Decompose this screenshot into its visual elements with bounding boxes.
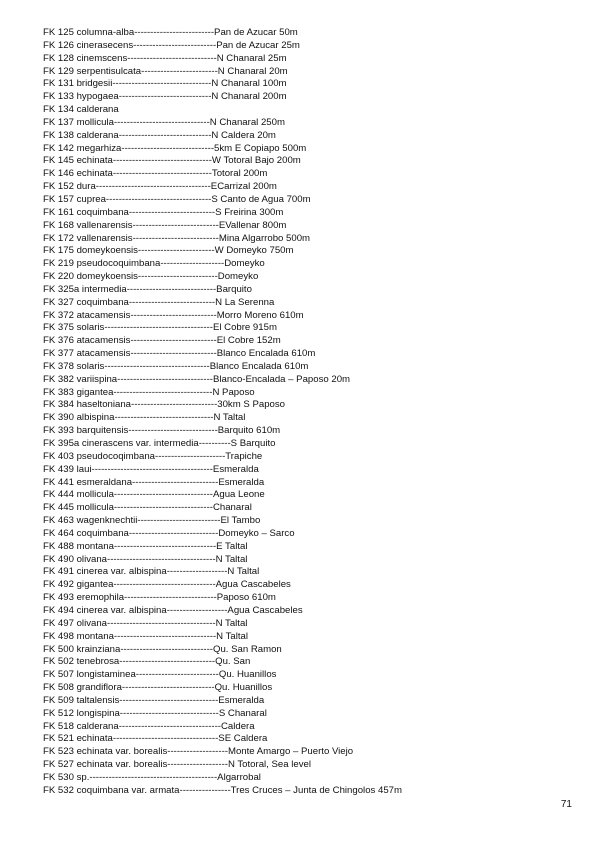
list-item: FK 125 columna-alba-------------------------Pan de Azucar 50m — [43, 27, 298, 38]
list-item: FK 383 gigantea-------------------------------N Paposo — [43, 386, 255, 398]
list-item: FK 500 krainziana-----------------------------Qu. San Ramon — [43, 643, 282, 655]
list-item: FK 157 cuprea---------------------------------S Canto de Agua 700m — [43, 193, 311, 205]
list-item: FK 502 tenebrosa------------------------------Qu. San — [43, 656, 251, 668]
list-item: FK 219 pseudocoquimbana--------------------Domeyko — [43, 258, 265, 270]
list-item: FK 175 domeykoensis------------------------W Domeyko 750m — [43, 245, 294, 257]
list-item: FK 137 mollicula------------------------------N Chanaral 250m — [43, 116, 285, 128]
list-item: FK 445 mollicula-------------------------------Chanaral — [43, 502, 252, 514]
list-item: FK 494 cinerea var. albispina-------------------Agua Cascabeles — [43, 604, 303, 616]
list-item: FK 126 cinerasecens--------------------------Pan de Azucar 25m — [43, 39, 300, 51]
list-item: FK 395a cinerascens var. intermedia----------S Barquito — [43, 438, 276, 449]
list-item: FK 376 atacamensis---------------------------El Cobre 152m — [43, 335, 281, 347]
list-item: FK 382 variispina------------------------------Blanco-Encalada – Paposo 20m — [43, 373, 351, 385]
list-item: FK 384 haseltoniana---------------------------30km S Paposo — [43, 399, 285, 411]
list-item: FK 523 echinata var. borealis-------------------Monte Amargo – Puerto Viejo — [43, 746, 354, 758]
list-item: FK 145 echinata-------------------------------W Totoral Bajo 200m — [43, 155, 301, 167]
list-item: FK 146 echinata-------------------------------Totoral 200m — [43, 168, 268, 180]
list-item: FK 129 serpentisulcata------------------------N Chanaral 20m — [43, 65, 288, 77]
list-item: FK 509 taltalensis-------------------------------Esmeralda — [43, 694, 265, 706]
list-item: FK 168 vallenarensis---------------------------EVallenar 800m — [43, 219, 287, 231]
fieldnumber-list — [43, 27, 583, 798]
list-item: FK 491 cinerea var. albispina-------------------N Taltal — [43, 566, 260, 578]
list-item: FK 497 olivana----------------------------------N Taltal — [43, 617, 248, 629]
list-item: FK 377 atacamensis---------------------------Blanco Encalada 610m — [43, 348, 316, 360]
list-item: FK 498 montana--------------------------------N Taltal — [43, 630, 248, 642]
page-number: 71 — [560, 799, 572, 810]
list-item: FK 439 laui--------------------------------------Esmeralda — [43, 463, 259, 475]
list-item: FK 128 cinemscens----------------------------N Chanaral 25m — [43, 52, 287, 64]
list-item: FK 532 coquimbana var. armata----------------Tres Cruces – Junta de Chingolos 457m — [43, 784, 402, 796]
list-item: FK 530 sp.----------------------------------------Algarrobal — [43, 771, 261, 783]
list-item: FK 492 gigantea--------------------------------Agua Cascabeles — [43, 579, 291, 591]
list-item: FK 444 mollicula-------------------------------Agua Leone — [43, 489, 265, 501]
list-item: FK 133 hypogaea-----------------------------N Chanaral 200m — [43, 91, 287, 103]
list-item: FK 507 longistaminea--------------------------Qu. Huanillos — [43, 669, 277, 681]
list-item: FK 512 longispina-------------------------------S Chanaral — [43, 707, 267, 719]
list-item: FK 378 solaris---------------------------------Blanco Encalada 610m — [43, 360, 309, 372]
list-item: FK 441 esmeraldana---------------------------Esmeralda — [43, 476, 265, 488]
list-item: FK 403 pseudocoqimbana----------------------Trapiche — [43, 450, 263, 462]
list-item: FK 152 dura------------------------------------ECarrizal 200m — [43, 181, 277, 193]
list-item: FK 518 calderana--------------------------------Caldera — [43, 720, 255, 732]
list-item: FK 220 domeykoensis-------------------------Domeyko — [43, 271, 259, 283]
list-item: FK 172 vallenarensis---------------------------Mina Algarrobo 500m — [43, 232, 311, 244]
list-item: FK 138 calderana-----------------------------N Caldera 20m — [43, 129, 276, 141]
list-item: FK 490 olivana----------------------------------N Taltal — [43, 553, 248, 565]
list-item: FK 464 coquimbana----------------------------Domeyko – Sarco — [43, 527, 295, 539]
list-item: FK 521 echinata---------------------------------SE Caldera — [43, 733, 268, 745]
list-item: FK 134 calderana — [43, 104, 119, 116]
list-item: FK 508 grandiflora-----------------------------Qu. Huanillos — [43, 682, 273, 694]
list-item: FK 325a intermedia----------------------------Barquito — [43, 283, 252, 295]
list-item: FK 488 montana--------------------------------E Taltal — [43, 540, 248, 552]
list-item: FK 131 bridgesii-------------------------------N Chanaral 100m — [43, 78, 287, 90]
list-item: FK 390 albispina-------------------------------N Taltal — [43, 412, 246, 424]
list-item: FK 527 echinata var. borealis-------------------N Totoral, Sea level — [43, 759, 311, 771]
list-item: FK 327 coquimbana---------------------------N La Serenna — [43, 296, 275, 308]
list-item: FK 493 eremophila-----------------------------Paposo 610m — [43, 592, 276, 604]
list-item: FK 372 atacamensis---------------------------Morro Moreno 610m — [43, 309, 304, 321]
list-item: FK 142 megarhiza-----------------------------5km E Copiapo 500m — [43, 142, 307, 154]
list-item: FK 161 coquimbana---------------------------S Freirina 300m — [43, 206, 284, 218]
list-item: FK 375 solaris----------------------------------El Cobre 915m — [43, 322, 277, 334]
list-item: FK 393 barquitensis----------------------------Barquito 610m — [43, 425, 281, 437]
list-item: FK 463 wagenknechtii--------------------------El Tambo — [43, 515, 261, 527]
